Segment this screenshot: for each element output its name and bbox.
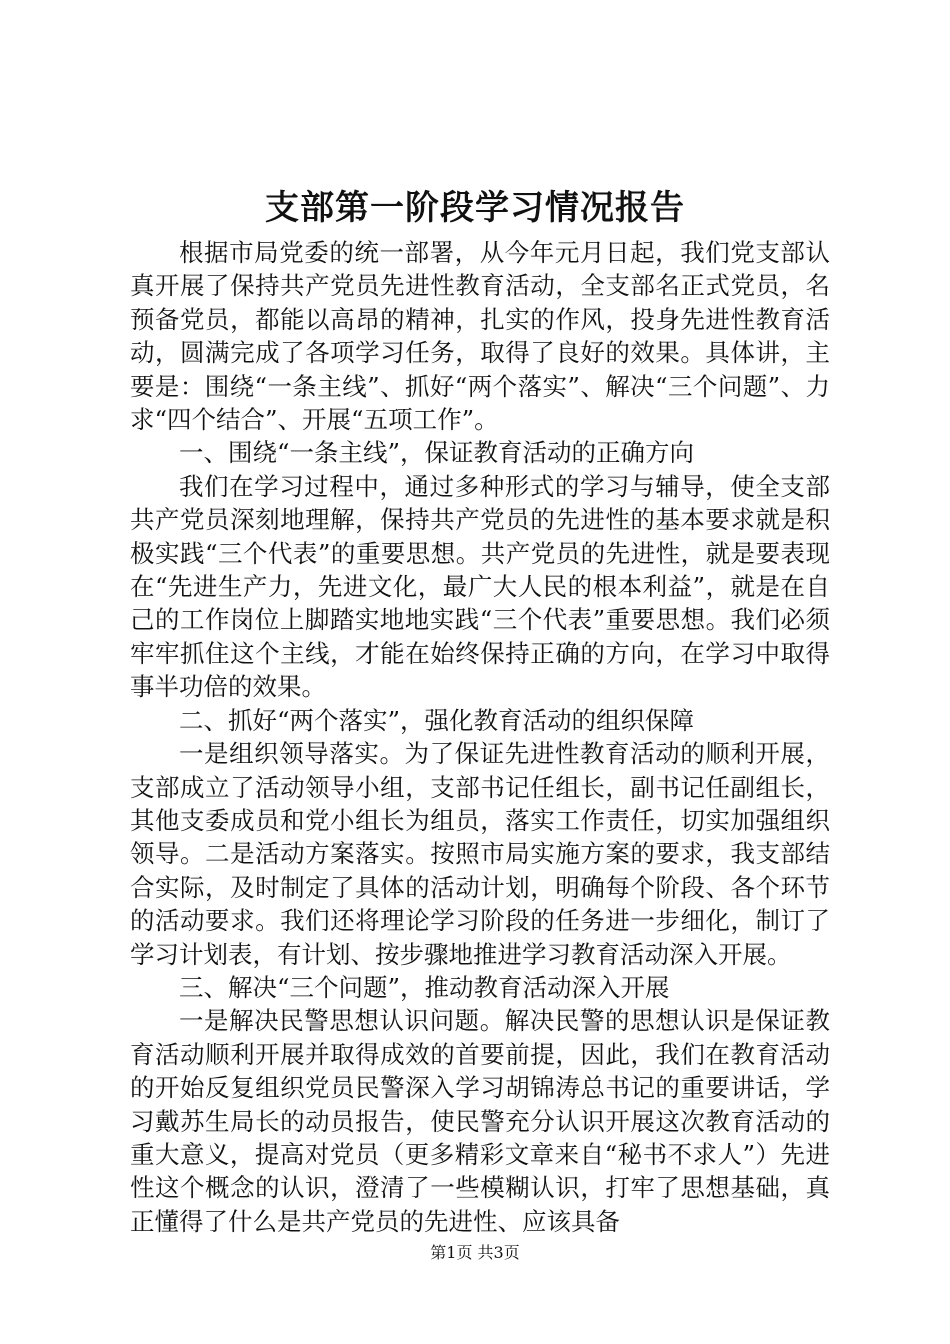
document-body: [130, 236, 830, 1238]
section-2-paragraph: 一是组织领导落实。为了保证先进性教育活动的顺利开展，支部成立了活动领导小组，支部书记任组长，副书记任副组长，其他支委成员和党小组长为组员，落实工作责任，切实加强组织领导。二是活动方案落实。按照市局实施方案的要求，我支部结合实际，及时制定了具体的活动计划，明确每个阶段、各个环节的活动要求。我们还将理论学习阶段的任务进一步细化，制订了学习计划表，有计划、按步骤地推进学习教育活动深入开展。: [130, 739, 830, 969]
section-3-heading: 三、解决“三个问题”，推动教育活动深入开展: [179, 972, 670, 1002]
section-1-paragraph: 我们在学习过程中，通过多种形式的学习与辅导，使全支部共产党员深刻地理解，保持共产党员的先进性的基本要求就是积极实践“三个代表”的重要思想。共产党员的先进性，就是要表现在“先进生产力，先进文化，最广大人民的根本利益”，就是在自己的工作岗位上脚踏实地地实践“三个代表”重要思想。我们必须牢牢抓住这个主线，才能在始终保持正确的方向，在学习中取得事半功倍的效果。: [130, 471, 830, 702]
section-3-paragraph: 一是解决民警思想认识问题。解决民警的思想认识是保证教育活动顺利开展并取得成效的首要前提，因此，我们在教育活动的开始反复组织党员民警深入学习胡锦涛总书记的重要讲话，学习戴苏生局长的动员报告，使民警充分认识开展这次教育活动的重大意义，提高对党员（更多精彩文章来自“秘书不求人”）先进性这个概念的认识，澄清了一些模糊认识，打牢了思想基础，真正懂得了什么是共产党员的先进性、应该具备: [130, 1006, 830, 1236]
document-title: 支部第一阶段学习情况报告: [265, 188, 685, 228]
section-1-heading: 一、围绕“一条主线”，保证教育活动的正确方向: [179, 438, 695, 468]
intro-paragraph: 根据市局党委的统一部署，从今年元月日起，我们党支部认真开展了保持共产党员先进性教育活动，全支部名正式党员，名预备党员，都能以高昂的精神，扎实的作风，投身先进性教育活动，圆满完成了各项学习任务，取得了良好的效果。具体讲，主要是：围绕“一条主线”、抓好“两个落实”、解决“三个问题”、力求“四个结合”、开展“五项工作”。: [130, 238, 830, 435]
page-number-footer: 第1页 共3页: [430, 1243, 520, 1262]
section-2-heading: 二、抓好“两个落实”，强化教育活动的组织保障: [179, 705, 695, 735]
